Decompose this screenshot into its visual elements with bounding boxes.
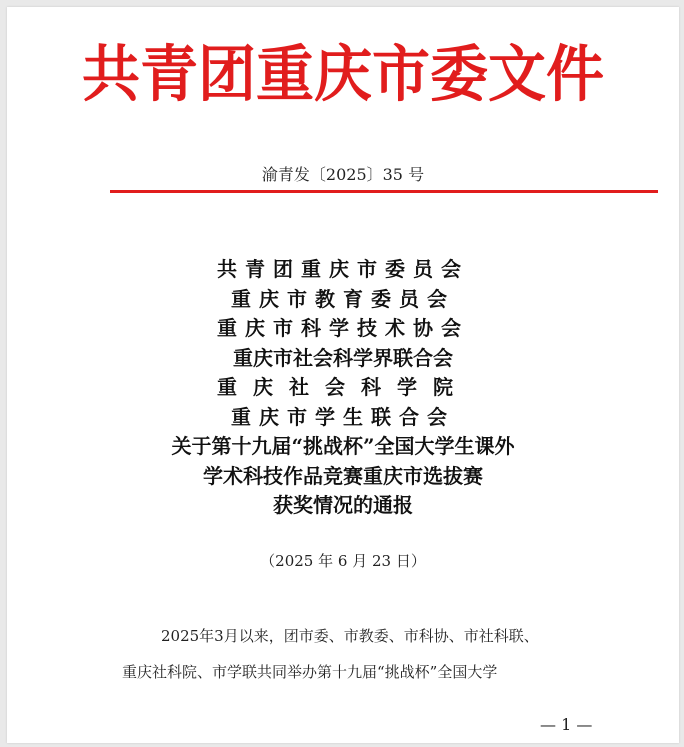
document-page bbox=[7, 7, 679, 743]
issuer-line: 重庆市教育委员会 bbox=[231, 286, 455, 311]
subject-line: 学术科技作品竞赛重庆市选拔赛 bbox=[203, 463, 483, 488]
issuer-line: 重庆市科学技术协会 bbox=[217, 316, 469, 340]
page-number: — 1 — bbox=[540, 715, 593, 734]
body-line: 重庆社科院、市学联共同举办第十九届“挑战杯”全国大学 bbox=[122, 663, 498, 681]
document-number: 渝青发〔2025〕35 号 bbox=[261, 165, 425, 184]
issuers-and-subject bbox=[7, 255, 679, 521]
issuer-line: 重庆市社会科学界联合会 bbox=[233, 345, 453, 370]
document-header-title: 共青团重庆市委文件 bbox=[81, 38, 604, 110]
issuer-line: 重庆市学生联合会 bbox=[231, 404, 455, 429]
subject-line: 关于第十九届“挑战杯”全国大学生课外 bbox=[171, 434, 515, 458]
issuer-line: 重庆社会科学院 bbox=[217, 375, 469, 399]
issuer-line: 共青团重庆市委员会 bbox=[217, 257, 469, 281]
header-red-rule bbox=[110, 190, 658, 193]
body-line: 2025年3月以来，团市委、市教委、市科协、市社科联、 bbox=[161, 627, 539, 645]
subject-line: 获奖情况的通报 bbox=[273, 493, 413, 517]
document-date: （2025 年 6 月 23 日） bbox=[260, 552, 426, 570]
body-paragraph bbox=[122, 618, 602, 690]
